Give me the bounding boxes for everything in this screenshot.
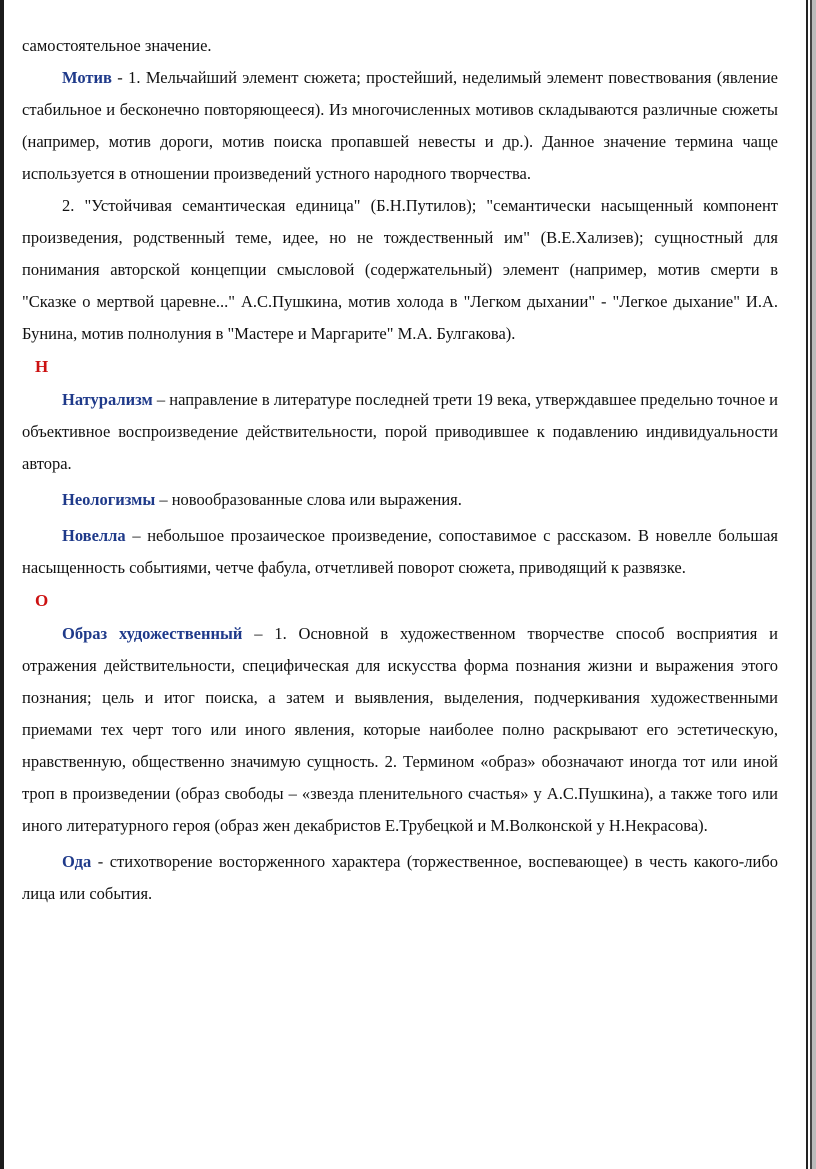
section-letter-o: О xyxy=(35,591,49,610)
section-letter-n: Н xyxy=(35,357,49,376)
page-right-border xyxy=(804,0,816,1169)
definition-oda: - стихотворение восторженного характера (торжественное, воспевающее) в честь какого-либо лица или события. xyxy=(22,852,778,903)
paragraph-continuation: самостоятельное значение. xyxy=(22,36,212,55)
term-obraz: Образ художественный xyxy=(62,624,243,643)
page-left-border xyxy=(0,0,4,1169)
definition-motiv: - 1. Мельчайший элемент сюжета; простейший, неделимый элемент повествования (явление стабильное и бесконечно повторяющееся). Из многочисленных мотивов складываются различные сюжеты (например, мотив дороги, мотив поиска пропавшей невесты и др.). Данное значение термина чаще используется в отношении произведений устного народного творчества. xyxy=(22,68,778,183)
entry-motiv xyxy=(22,62,778,190)
entry-neologizmy xyxy=(22,484,778,516)
document-page xyxy=(22,30,778,910)
definition-neologizmy: – новообразованные слова или выражения. xyxy=(155,490,462,509)
entry-naturalizm xyxy=(22,384,778,480)
entry-novella xyxy=(22,520,778,584)
term-motiv: Мотив xyxy=(62,68,112,87)
term-neologizmy: Неологизмы xyxy=(62,490,156,509)
term-novella: Новелла xyxy=(62,526,126,545)
entry-oda xyxy=(22,846,778,910)
term-naturalizm: Натурализм xyxy=(62,390,153,409)
term-oda: Ода xyxy=(62,852,92,871)
definition-naturalizm: – направление в литературе последней трети 19 века, утверждавшее предельно точное и объективное воспроизведение действительности, порой приводившее к подавлению индивидуальности автора. xyxy=(22,390,778,473)
definition-novella: – небольшое прозаическое произведение, сопоставимое с рассказом. В новелле большая насыщенность событиями, четче фабула, отчетливей поворот сюжета, приводящий к развязке. xyxy=(22,526,778,577)
entry-obraz xyxy=(22,618,778,842)
definition-obraz: – 1. Основной в художественном творчестве способ восприятия и отражения действительности, специфическая для искусства форма познания жизни и выражения этого познания; цель и итог поиска, а затем и выявления, выделения, подчеркивания художественными приемами тех черт того или иного явления, которые наиболее полно раскрывают его эстетическую, нравственную, общественно значимую сущность. 2. Термином «образ» обозначают иногда тот или иной троп в произведении (образ свободы – «звезда пленительного счастья» у А.С.Пушкина), а также того или иного литературного героя (образ жен декабристов Е.Трубецкой и М.Волконской у Н.Некрасова). xyxy=(22,624,778,835)
entry-motiv-2: 2. "Устойчивая семантическая единица" (Б.Н.Путилов); "семантически насыщенный компонент произведения, родственный теме, идее, но не тождественный им" (В.Е.Хализев); сущностный для понимания авторской концепции смысловой (содержательный) элемент (например, мотив смерти в "Сказке о мертвой царевне..." А.С.Пушкина, мотив холода в "Легком дыхании" - "Легкое дыхание" И.А. Бунина, мотив полнолуния в "Мастере и Маргарите" М.А. Булгакова). xyxy=(22,196,778,343)
